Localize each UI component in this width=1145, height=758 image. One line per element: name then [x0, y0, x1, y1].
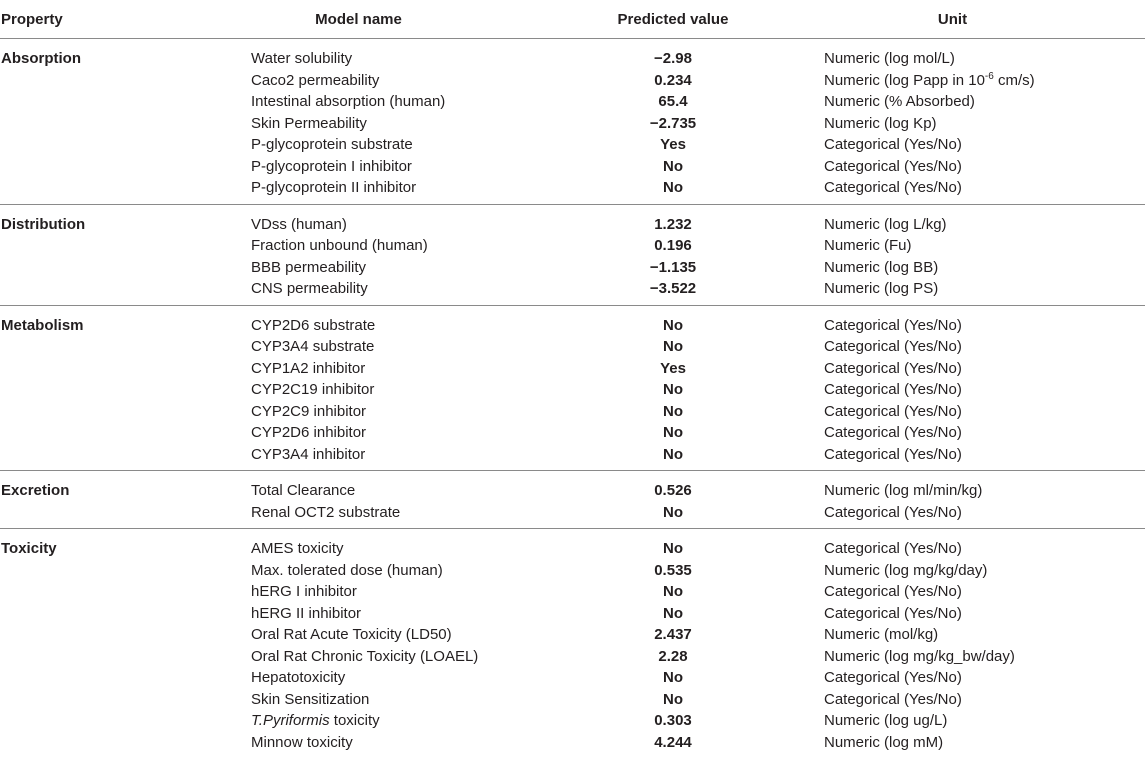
property-cell [0, 581, 251, 603]
property-group [0, 204, 1145, 305]
table-row [0, 235, 1145, 257]
property-cell [0, 358, 251, 380]
unit-text-suffix: cm/s) [994, 72, 1035, 89]
property-cell: Metabolism [0, 305, 251, 336]
table-row [0, 134, 1145, 156]
unit-text-prefix: Numeric (log Papp in 10 [824, 72, 985, 89]
unit-cell: Categorical (Yes/No) [824, 336, 1145, 358]
property-cell [0, 336, 251, 358]
header-predicted-value: Predicted value [576, 0, 824, 39]
predicted-value-cell: 0.234 [576, 70, 824, 92]
unit-cell: Numeric (log mM) [824, 732, 1145, 758]
property-cell [0, 235, 251, 257]
predicted-value-cell: No [576, 667, 824, 689]
model-name-cell: VDss (human) [251, 204, 576, 235]
model-name-cell: CNS permeability [251, 278, 576, 305]
table-row [0, 422, 1145, 444]
unit-cell: Categorical (Yes/No) [824, 529, 1145, 560]
predicted-value-cell: 0.196 [576, 235, 824, 257]
predicted-value-cell: No [576, 502, 824, 529]
model-name-italic: T.Pyriformis [251, 712, 330, 729]
predicted-value-cell: 0.526 [576, 471, 824, 502]
table-row [0, 177, 1145, 204]
table-row [0, 646, 1145, 668]
predicted-value-cell: 65.4 [576, 91, 824, 113]
model-name-cell: Hepatotoxicity [251, 667, 576, 689]
property-cell [0, 422, 251, 444]
property-cell [0, 560, 251, 582]
unit-cell: Numeric (log BB) [824, 257, 1145, 279]
header-property: Property [0, 0, 251, 39]
predicted-value-cell: Yes [576, 134, 824, 156]
property-cell [0, 624, 251, 646]
property-cell: Excretion [0, 471, 251, 502]
property-group [0, 305, 1145, 471]
table-row [0, 581, 1145, 603]
property-cell [0, 689, 251, 711]
predicted-value-cell: −1.135 [576, 257, 824, 279]
table-row [0, 603, 1145, 625]
model-name-cell: CYP2D6 substrate [251, 305, 576, 336]
predicted-value-cell: −2.735 [576, 113, 824, 135]
property-group [0, 39, 1145, 205]
property-cell: Absorption [0, 39, 251, 70]
model-name-cell: Renal OCT2 substrate [251, 502, 576, 529]
property-cell [0, 732, 251, 758]
model-name-cell: Oral Rat Acute Toxicity (LD50) [251, 624, 576, 646]
property-cell [0, 113, 251, 135]
unit-cell: Categorical (Yes/No) [824, 156, 1145, 178]
model-name-cell: Minnow toxicity [251, 732, 576, 758]
model-name-cell: CYP3A4 substrate [251, 336, 576, 358]
property-cell: Distribution [0, 204, 251, 235]
header-model-name: Model name [251, 0, 576, 39]
model-name-cell: CYP2D6 inhibitor [251, 422, 576, 444]
model-name-cell: P-glycoprotein II inhibitor [251, 177, 576, 204]
property-cell [0, 502, 251, 529]
property-cell [0, 257, 251, 279]
model-name-cell: CYP3A4 inhibitor [251, 444, 576, 471]
model-name-cell: hERG II inhibitor [251, 603, 576, 625]
model-name-cell: Skin Permeability [251, 113, 576, 135]
property-group [0, 471, 1145, 529]
unit-cell: Numeric (Fu) [824, 235, 1145, 257]
unit-cell: Categorical (Yes/No) [824, 379, 1145, 401]
predicted-value-cell: No [576, 444, 824, 471]
table-row [0, 471, 1145, 502]
unit-cell: Numeric (log ml/min/kg) [824, 471, 1145, 502]
table-row [0, 667, 1145, 689]
unit-cell: Numeric (log mg/kg/day) [824, 560, 1145, 582]
unit-cell: Numeric (% Absorbed) [824, 91, 1145, 113]
model-name-cell: Water solubility [251, 39, 576, 70]
model-name-suffix: toxicity [330, 712, 380, 729]
unit-superscript: -6 [985, 71, 994, 82]
unit-cell: Categorical (Yes/No) [824, 603, 1145, 625]
predicted-value-cell: −3.522 [576, 278, 824, 305]
unit-cell: Categorical (Yes/No) [824, 358, 1145, 380]
predicted-value-cell: No [576, 603, 824, 625]
predicted-value-cell: No [576, 581, 824, 603]
table-row [0, 70, 1145, 92]
table-row [0, 401, 1145, 423]
predicted-value-cell: No [576, 379, 824, 401]
model-name-cell: Max. tolerated dose (human) [251, 560, 576, 582]
predicted-value-cell: 4.244 [576, 732, 824, 758]
property-cell [0, 134, 251, 156]
table-row [0, 689, 1145, 711]
predicted-value-cell: No [576, 689, 824, 711]
model-name-cell: CYP1A2 inhibitor [251, 358, 576, 380]
property-cell [0, 667, 251, 689]
model-name-cell: CYP2C19 inhibitor [251, 379, 576, 401]
property-cell [0, 70, 251, 92]
predicted-value-cell: No [576, 177, 824, 204]
table-row [0, 444, 1145, 471]
unit-cell: Numeric (log PS) [824, 278, 1145, 305]
model-name-cell: hERG I inhibitor [251, 581, 576, 603]
property-cell [0, 646, 251, 668]
property-cell [0, 603, 251, 625]
unit-cell: Numeric (log mg/kg_bw/day) [824, 646, 1145, 668]
table-row [0, 560, 1145, 582]
unit-cell [824, 70, 1145, 92]
predicted-value-cell: 0.535 [576, 560, 824, 582]
table-row [0, 278, 1145, 305]
model-name-cell: Skin Sensitization [251, 689, 576, 711]
table-row [0, 113, 1145, 135]
unit-cell: Categorical (Yes/No) [824, 581, 1145, 603]
header-unit: Unit [824, 0, 1145, 39]
table-row [0, 336, 1145, 358]
model-name-cell: AMES toxicity [251, 529, 576, 560]
unit-cell: Numeric (log L/kg) [824, 204, 1145, 235]
table-row [0, 502, 1145, 529]
property-cell [0, 710, 251, 732]
predicted-value-cell: 0.303 [576, 710, 824, 732]
table-row [0, 379, 1145, 401]
predicted-value-cell: No [576, 401, 824, 423]
model-name-cell: Intestinal absorption (human) [251, 91, 576, 113]
model-name-cell: Total Clearance [251, 471, 576, 502]
predicted-value-cell: No [576, 156, 824, 178]
property-cell [0, 401, 251, 423]
unit-cell: Categorical (Yes/No) [824, 422, 1145, 444]
model-name-cell: P-glycoprotein I inhibitor [251, 156, 576, 178]
predicted-value-cell: Yes [576, 358, 824, 380]
predicted-value-cell: No [576, 529, 824, 560]
table-row [0, 257, 1145, 279]
table-row [0, 732, 1145, 758]
predicted-value-cell: No [576, 305, 824, 336]
unit-cell: Categorical (Yes/No) [824, 444, 1145, 471]
predicted-value-cell: No [576, 336, 824, 358]
model-name-cell: Fraction unbound (human) [251, 235, 576, 257]
predicted-value-cell: 2.437 [576, 624, 824, 646]
property-cell [0, 444, 251, 471]
predicted-value-cell: No [576, 422, 824, 444]
model-name-cell: Oral Rat Chronic Toxicity (LOAEL) [251, 646, 576, 668]
unit-cell: Numeric (mol/kg) [824, 624, 1145, 646]
table-row [0, 39, 1145, 70]
unit-cell: Numeric (log ug/L) [824, 710, 1145, 732]
model-name-cell: BBB permeability [251, 257, 576, 279]
table-row [0, 529, 1145, 560]
table-row [0, 710, 1145, 732]
property-cell [0, 156, 251, 178]
unit-cell: Categorical (Yes/No) [824, 689, 1145, 711]
model-name-cell: Caco2 permeability [251, 70, 576, 92]
property-cell [0, 91, 251, 113]
table-row [0, 204, 1145, 235]
property-group [0, 529, 1145, 758]
table-row [0, 624, 1145, 646]
unit-cell: Categorical (Yes/No) [824, 401, 1145, 423]
table-row [0, 91, 1145, 113]
unit-cell: Numeric (log Kp) [824, 113, 1145, 135]
property-cell [0, 278, 251, 305]
model-name-cell [251, 710, 576, 732]
unit-cell: Categorical (Yes/No) [824, 667, 1145, 689]
property-cell: Toxicity [0, 529, 251, 560]
predicted-value-cell: 1.232 [576, 204, 824, 235]
unit-cell: Categorical (Yes/No) [824, 177, 1145, 204]
predicted-value-cell: 2.28 [576, 646, 824, 668]
model-name-cell: CYP2C9 inhibitor [251, 401, 576, 423]
predicted-value-cell: −2.98 [576, 39, 824, 70]
unit-cell: Categorical (Yes/No) [824, 134, 1145, 156]
table-header-row [0, 0, 1145, 39]
table-row [0, 305, 1145, 336]
table-row [0, 156, 1145, 178]
model-name-cell: P-glycoprotein substrate [251, 134, 576, 156]
property-cell [0, 379, 251, 401]
table-row [0, 358, 1145, 380]
unit-cell: Categorical (Yes/No) [824, 502, 1145, 529]
unit-cell: Numeric (log mol/L) [824, 39, 1145, 70]
unit-cell: Categorical (Yes/No) [824, 305, 1145, 336]
property-cell [0, 177, 251, 204]
